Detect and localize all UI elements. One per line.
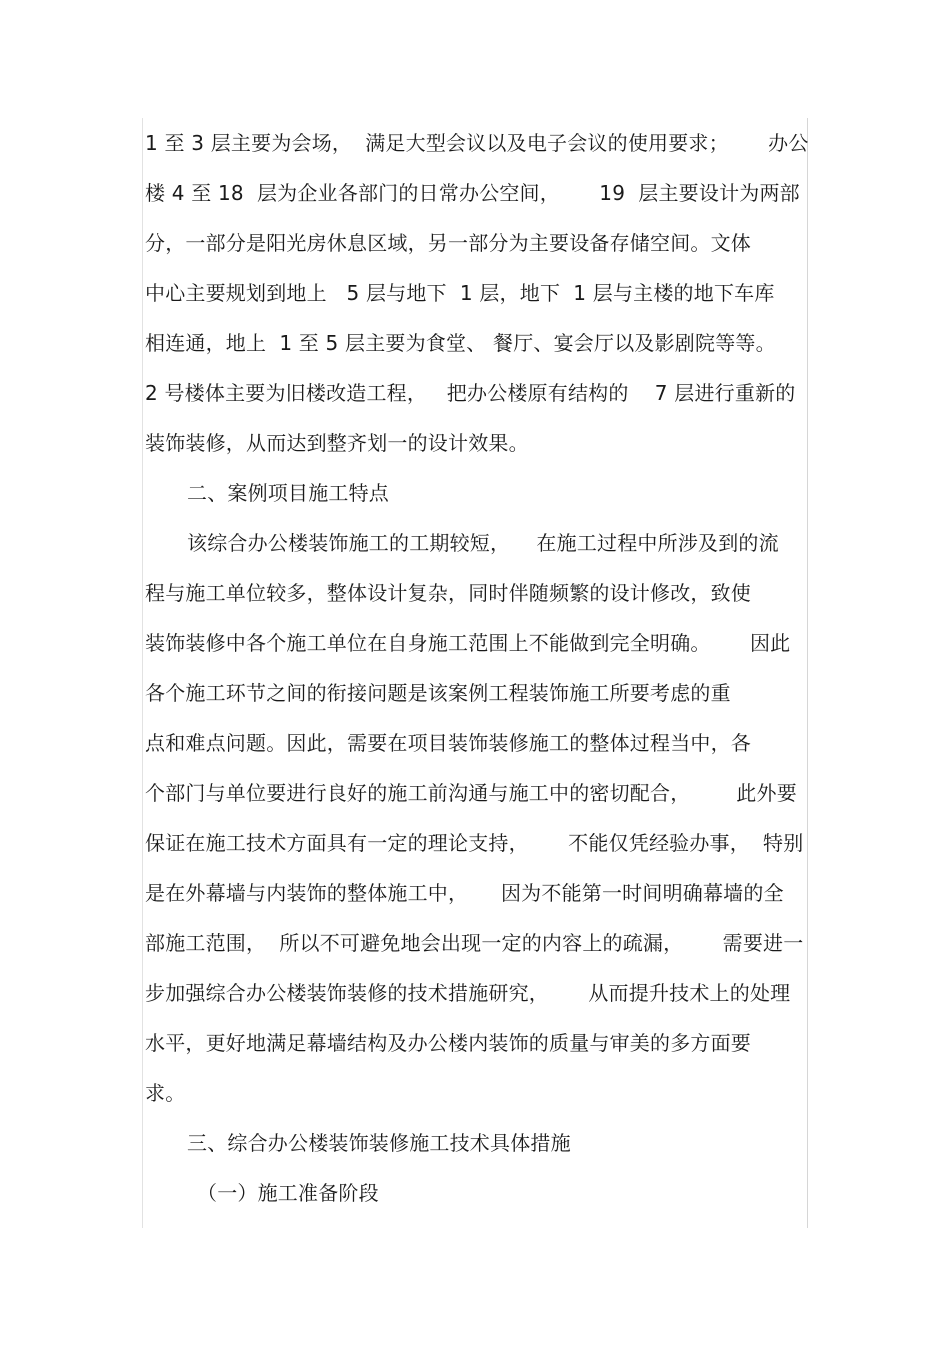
text-line: 水平，更好地满足幕墙结构及办公楼内装饰的质量与审美的多方面要: [145, 1031, 751, 1055]
section-heading: 三、综合办公楼装饰装修施工技术具体措施: [187, 1131, 571, 1155]
text-line: 部施工范围， 所以不可避免地会出现一定的内容上的疏漏， 需要进一: [145, 931, 804, 955]
text-line: 是在外幕墙与内装饰的整体施工中， 因为不能第一时间明确幕墙的全: [145, 881, 784, 905]
text-line: 程与施工单位较多，整体设计复杂，同时伴随频繁的设计修改，致使: [145, 581, 751, 605]
text-line: 保证在施工技术方面具有一定的理论支持， 不能仅凭经验办事， 特别: [145, 831, 804, 855]
text-line: 中心主要规划到地上 5 层与地下 1 层，地下 1 层与主楼的地下车库: [145, 281, 775, 305]
subsection-heading: （一）施工准备阶段: [197, 1181, 379, 1205]
text-line: 1 至 3 层主要为会场， 满足大型会议以及电子会议的使用要求； 办公: [145, 131, 809, 155]
text-line: 各个施工环节之间的衔接问题是该案例工程装饰施工所要考虑的重: [145, 681, 731, 705]
section-heading: 二、案例项目施工特点: [187, 481, 389, 505]
text-line: 个部门与单位要进行良好的施工前沟通与施工中的密切配合， 此外要: [145, 781, 797, 805]
text-line: 装饰装修中各个施工单位在自身施工范围上不能做到完全明确。 因此: [145, 631, 791, 655]
text-line: 分，一部分是阳光房休息区域，另一部分为主要设备存储空间。文体: [145, 231, 751, 255]
text-line: 楼 4 至 18 层为企业各部门的日常办公空间， 19 层主要设计为两部: [145, 181, 800, 205]
document-body: [145, 118, 815, 1218]
text-line: 求。: [145, 1081, 186, 1105]
text-line: 步加强综合办公楼装饰装修的技术措施研究， 从而提升技术上的处理: [145, 981, 791, 1005]
text-line: 装饰装修，从而达到整齐划一的设计效果。: [145, 431, 529, 455]
text-line: 该综合办公楼装饰施工的工期较短， 在施工过程中所涉及到的流: [187, 531, 779, 555]
text-line: 点和难点问题。因此，需要在项目装饰装修施工的整体过程当中，各: [145, 731, 751, 755]
text-line: 相连通，地上 1 至 5 层主要为食堂、 餐厅、宴会厅以及影剧院等等。: [145, 331, 776, 355]
text-line: 2 号楼体主要为旧楼改造工程， 把办公楼原有结构的 7 层进行重新的: [145, 381, 796, 405]
